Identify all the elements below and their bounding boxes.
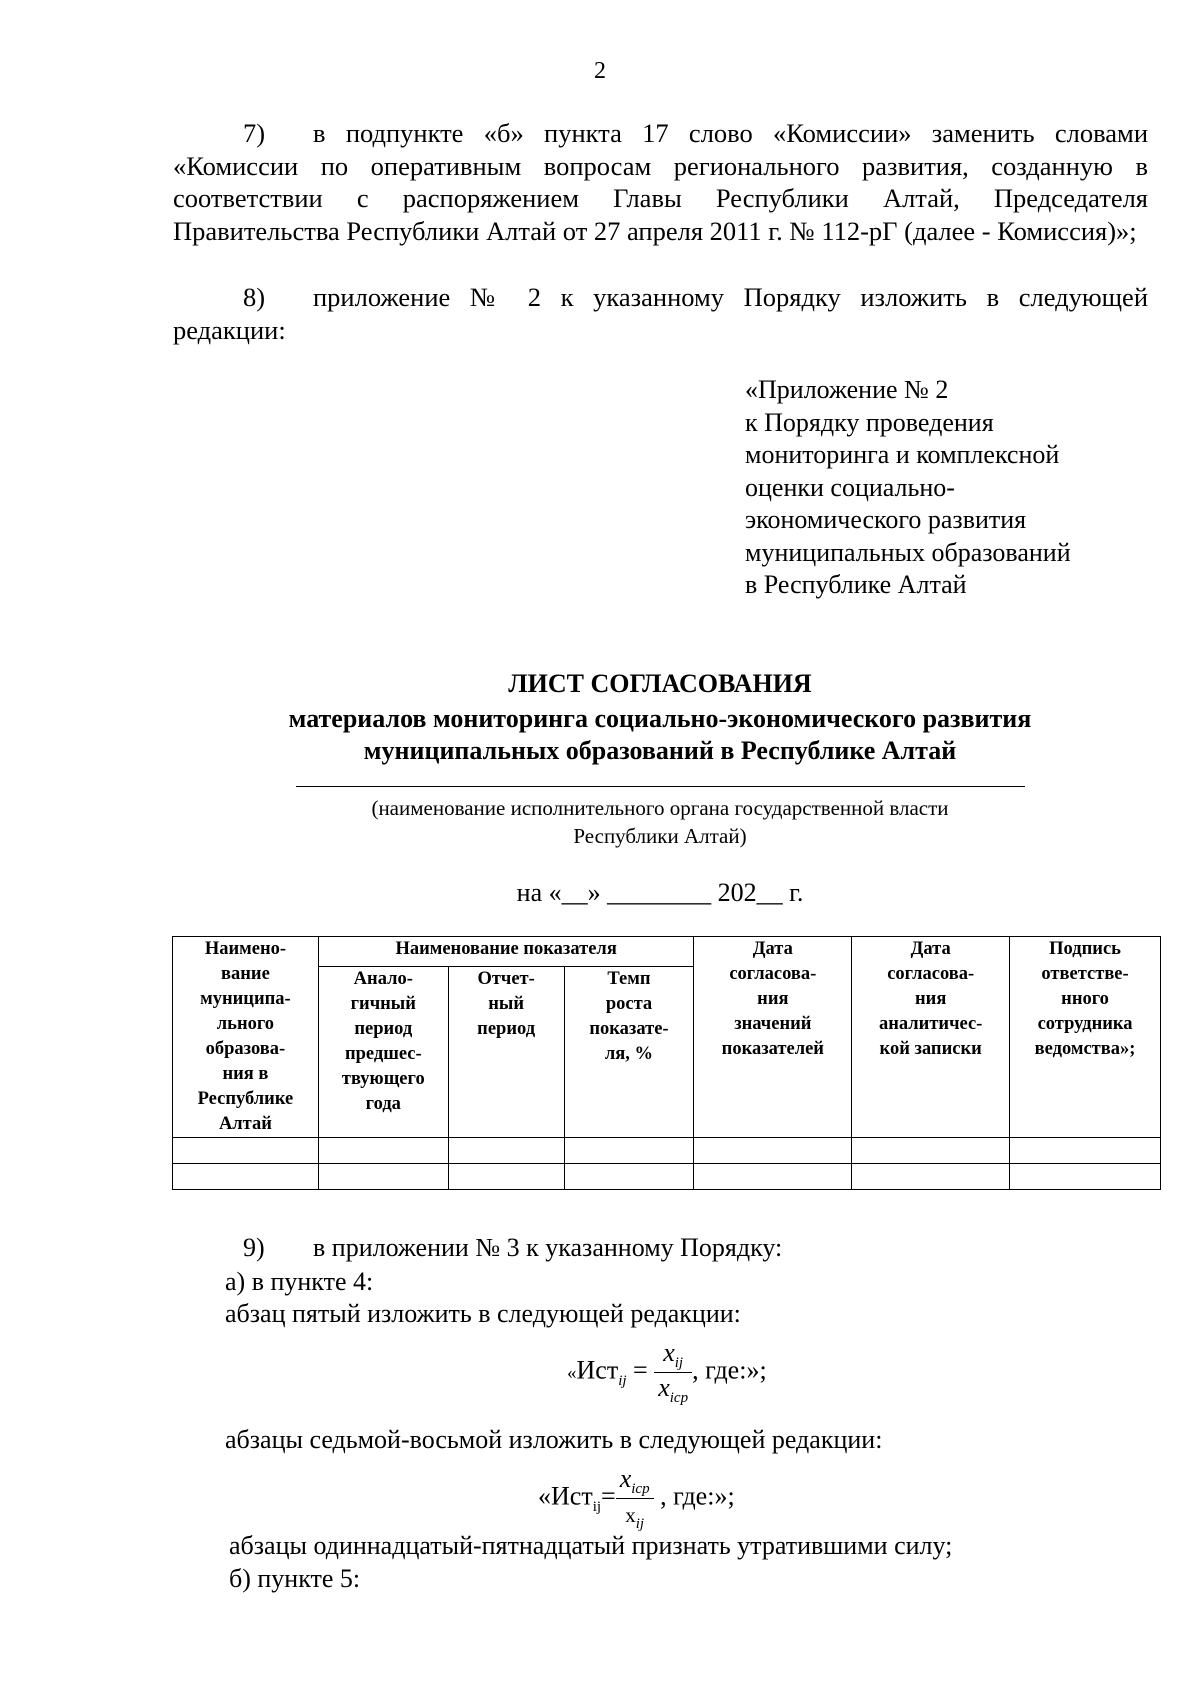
header-date-note: Дата согласова- ния аналитичес- кой записки: [852, 937, 1010, 1138]
table-cell: [173, 1164, 319, 1190]
table-cell: [318, 1164, 448, 1190]
header-signature: Подпись ответстве- нного сотрудника ведомства»;: [1010, 937, 1161, 1138]
table-cell: [852, 1164, 1010, 1190]
appendix-header: [745, 374, 1071, 602]
item-7-number: 7): [243, 118, 266, 148]
table-cell: [1010, 1164, 1161, 1190]
item-9-number: 9): [243, 1233, 265, 1262]
date-line: на «__» ________ 202__ г.: [516, 878, 804, 907]
header-indicator-group: Наименование показателя: [318, 937, 694, 967]
formula-2: «Ист$_{ij}$= $\frac{x_{icp}}{x_{ij}}$ , где:»;: [538, 1464, 735, 1533]
table-cell: [1010, 1138, 1161, 1164]
appendix-line: муниципальных образований: [745, 537, 1071, 567]
item-8-paragraph: [173, 281, 1148, 346]
appendix-line: к Порядку проведения: [745, 407, 994, 437]
document-subtitle-line-2: муниципальных образований в Республике Алтай: [363, 736, 957, 765]
header-analog-period: Анало- гичный период предшес- твующего года: [318, 966, 448, 1137]
document-title: ЛИСТ СОГЛАСОВАНИЯ: [508, 669, 812, 698]
item-9-paragraph: [243, 1232, 782, 1264]
organization-caption-line-1: (наименование исполнительного органа государственной власти: [371, 796, 949, 820]
document-subtitle-line-1: материалов мониторинга социально-экономического развития: [288, 704, 1032, 733]
table-cell: [564, 1138, 694, 1164]
paragraph-seventh-instruction: абзацы седьмой-восьмой изложить в следующей редакции:: [225, 1425, 883, 1454]
paragraph-eleventh-instruction: абзацы одиннадцатый-пятнадцатый признать утратившими силу;: [229, 1531, 953, 1560]
table-cell: [173, 1138, 319, 1164]
organization-name-line: [296, 786, 1025, 787]
subitem-a: а) в пункте 4:: [225, 1267, 374, 1296]
table-cell: [852, 1138, 1010, 1164]
item-8-text: приложение № 2 к указанному Порядку изложить в следующей редакции:: [173, 282, 1148, 345]
subitem-b: б) пункте 5:: [229, 1564, 361, 1593]
organization-caption-line-2: Республики Алтай): [573, 824, 747, 848]
table-cell: [694, 1138, 852, 1164]
appendix-line: в Республике Алтай: [745, 570, 967, 599]
header-report-period: Отчет- ный период: [448, 966, 564, 1137]
table-cell: [448, 1138, 564, 1164]
item-7-text: в подпункте «б» пункта 17 слово «Комиссии» заменить словами «Комиссии по оперативным вопросам регионального развития, созданную в соответствии с распоряжением Главы Республики Алтай, Председателя Правительства Республики Алтай от 27 апреля 2011 г. № 112-рГ (далее - Комиссия)»;: [173, 118, 1148, 246]
appendix-line: «Приложение № 2: [745, 375, 949, 404]
header-growth-rate: Темп роста показате- ля, %: [564, 966, 694, 1137]
item-9-text: в приложении № 3 к указанному Порядку:: [313, 1233, 783, 1262]
item-7-paragraph: [173, 117, 1148, 247]
appendix-line: экономического развития: [745, 505, 1027, 534]
table-cell: [318, 1138, 448, 1164]
page-number: 2: [594, 58, 606, 84]
agreement-table: [172, 936, 1161, 1190]
table-cell: [694, 1164, 852, 1190]
table-cell: [564, 1164, 694, 1190]
item-8-number: 8): [243, 282, 266, 312]
table-cell: [448, 1164, 564, 1190]
header-municipality: Наимено- вание муниципа- льного образова- ния в Республике Алтай: [173, 937, 319, 1138]
table-row: [173, 1164, 1161, 1190]
header-date-values: Дата согласова- ния значений показателей: [694, 937, 852, 1138]
table-row: [173, 1138, 1161, 1164]
paragraph-fifth-instruction: абзац пятый изложить в следующей редакции:: [225, 1299, 741, 1328]
formula-1: «Ист$_{ij}$ = $\frac{x_{ij}}{x_{icp}}$ , где:»;: [567, 1338, 767, 1407]
appendix-line: мониторинга и комплексной: [745, 440, 1060, 469]
appendix-line: оценки социально-: [745, 472, 955, 502]
